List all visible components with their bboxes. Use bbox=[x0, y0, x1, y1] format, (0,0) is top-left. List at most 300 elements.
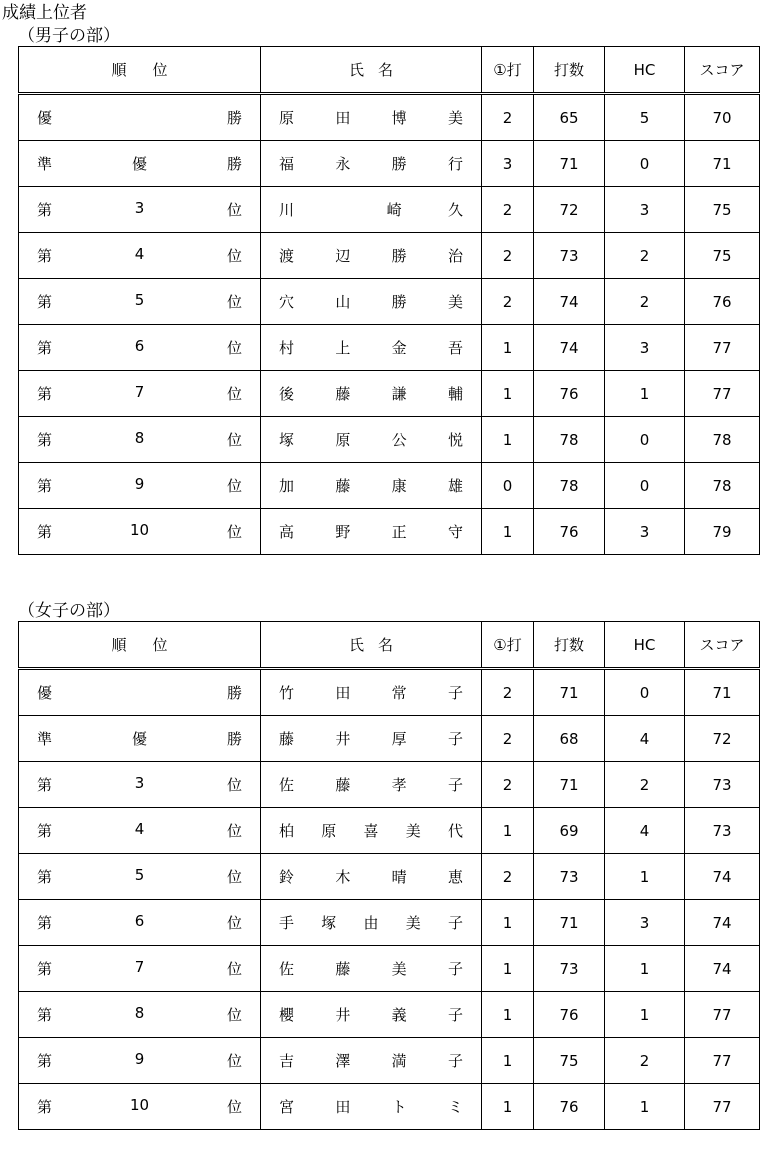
player-name-cell-part: 満 bbox=[391, 1052, 407, 1070]
rank-cell-part: 位 bbox=[226, 822, 242, 840]
player-name-cell-part: 美 bbox=[447, 109, 463, 127]
score-cell: 78 bbox=[685, 463, 760, 509]
hc-cell: 4 bbox=[605, 808, 685, 854]
rank-cell bbox=[19, 233, 261, 279]
table-row bbox=[19, 669, 760, 716]
player-name-cell-part: 野 bbox=[335, 523, 351, 541]
rank-cell-part: 10 bbox=[129, 1096, 150, 1114]
table-row bbox=[19, 854, 760, 900]
rank-cell bbox=[19, 669, 261, 716]
player-name-cell-part: 藤 bbox=[335, 960, 351, 978]
player-name-cell bbox=[261, 463, 482, 509]
section-title-men: （男子の部） bbox=[18, 26, 120, 46]
first-hole-cell: 1 bbox=[482, 992, 534, 1038]
player-name-cell bbox=[261, 808, 482, 854]
rank-cell-part: 6 bbox=[134, 912, 145, 930]
strokes-cell: 69 bbox=[534, 808, 605, 854]
rank-cell-part: 位 bbox=[226, 776, 242, 794]
score-cell: 74 bbox=[685, 946, 760, 992]
rank-cell-part: 第 bbox=[37, 523, 53, 541]
rank-cell-part: 5 bbox=[134, 291, 145, 309]
player-name-cell-part: 原 bbox=[279, 109, 295, 127]
first-hole-cell: 1 bbox=[482, 1084, 534, 1130]
player-name-cell-part: 美 bbox=[447, 293, 463, 311]
rank-cell-part: 第 bbox=[37, 339, 53, 357]
player-name-cell-part: 井 bbox=[335, 730, 351, 748]
hc-cell: 2 bbox=[605, 233, 685, 279]
player-name-cell-part: 代 bbox=[447, 822, 463, 840]
rank-cell bbox=[19, 463, 261, 509]
first-hole-cell: 1 bbox=[482, 325, 534, 371]
table-row bbox=[19, 463, 760, 509]
rank-cell-part: 第 bbox=[37, 1052, 53, 1070]
rank-cell-part: 優 bbox=[37, 684, 53, 702]
score-cell: 74 bbox=[685, 900, 760, 946]
player-name-cell-part: 加 bbox=[279, 477, 295, 495]
rank-cell bbox=[19, 94, 261, 141]
results-body-men bbox=[19, 94, 760, 555]
rank-cell-part: 位 bbox=[226, 914, 242, 932]
player-name-cell-part: 川 bbox=[279, 201, 295, 219]
rank-cell bbox=[19, 1038, 261, 1084]
results-table-men bbox=[18, 46, 760, 555]
player-name-cell-part: 田 bbox=[335, 1098, 351, 1116]
player-name-cell bbox=[261, 992, 482, 1038]
rank-cell-part: 位 bbox=[226, 1098, 242, 1116]
player-name-cell-part: 渡 bbox=[279, 247, 295, 265]
player-name-cell-part: 藤 bbox=[335, 477, 351, 495]
rank-cell-part: 第 bbox=[37, 1006, 53, 1024]
rank-cell bbox=[19, 187, 261, 233]
player-name-cell-part: 行 bbox=[447, 155, 463, 173]
strokes-cell: 76 bbox=[534, 371, 605, 417]
header-rank: 順位 bbox=[19, 47, 261, 94]
rank-cell-part: 7 bbox=[134, 383, 145, 401]
player-name-cell-part: 藤 bbox=[279, 730, 295, 748]
score-cell: 75 bbox=[685, 187, 760, 233]
rank-cell-part: 位 bbox=[226, 339, 242, 357]
strokes-cell: 65 bbox=[534, 94, 605, 141]
strokes-cell: 76 bbox=[534, 992, 605, 1038]
player-name-cell bbox=[261, 279, 482, 325]
hc-cell: 3 bbox=[605, 509, 685, 555]
table-row bbox=[19, 1084, 760, 1130]
first-hole-cell: 2 bbox=[482, 716, 534, 762]
player-name-cell-part: 後 bbox=[279, 385, 295, 403]
player-name-cell-part: 上 bbox=[335, 339, 351, 357]
player-name-cell-part: 勝 bbox=[391, 155, 407, 173]
strokes-cell: 76 bbox=[534, 509, 605, 555]
header-first-hole: ①打 bbox=[482, 622, 534, 669]
player-name-cell-part: 辺 bbox=[335, 247, 351, 265]
first-hole-cell: 1 bbox=[482, 371, 534, 417]
player-name-cell bbox=[261, 94, 482, 141]
rank-cell-part: 第 bbox=[37, 776, 53, 794]
hc-cell: 5 bbox=[605, 94, 685, 141]
table-row bbox=[19, 509, 760, 555]
player-name-cell-part: 義 bbox=[391, 1006, 407, 1024]
rank-cell-part: 第 bbox=[37, 822, 53, 840]
strokes-cell: 68 bbox=[534, 716, 605, 762]
rank-cell-part: 準 bbox=[37, 730, 53, 748]
hc-cell: 3 bbox=[605, 325, 685, 371]
rank-cell-part: 第 bbox=[37, 385, 53, 403]
rank-cell-part: 第 bbox=[37, 960, 53, 978]
rank-cell-part: 9 bbox=[134, 475, 145, 493]
score-cell: 76 bbox=[685, 279, 760, 325]
score-cell: 74 bbox=[685, 854, 760, 900]
table-row bbox=[19, 94, 760, 141]
header-hc: HC bbox=[605, 47, 685, 94]
player-name-cell-part: ミ bbox=[447, 1098, 463, 1116]
header-first-hole: ①打 bbox=[482, 47, 534, 94]
player-name-cell bbox=[261, 141, 482, 187]
strokes-cell: 72 bbox=[534, 187, 605, 233]
results-body-women bbox=[19, 669, 760, 1130]
player-name-cell-part: 美 bbox=[405, 822, 421, 840]
player-name-cell-part: 木 bbox=[335, 868, 351, 886]
rank-cell bbox=[19, 325, 261, 371]
rank-cell-part: 3 bbox=[134, 774, 145, 792]
header-score: スコア bbox=[685, 47, 760, 94]
first-hole-cell: 3 bbox=[482, 141, 534, 187]
player-name-cell bbox=[261, 900, 482, 946]
rank-cell-part: 第 bbox=[37, 431, 53, 449]
first-hole-cell: 2 bbox=[482, 94, 534, 141]
score-cell: 75 bbox=[685, 233, 760, 279]
strokes-cell: 73 bbox=[534, 233, 605, 279]
rank-cell bbox=[19, 716, 261, 762]
strokes-cell: 76 bbox=[534, 1084, 605, 1130]
score-cell: 77 bbox=[685, 325, 760, 371]
first-hole-cell: 1 bbox=[482, 1038, 534, 1084]
strokes-cell: 74 bbox=[534, 325, 605, 371]
rank-cell bbox=[19, 417, 261, 463]
player-name-cell bbox=[261, 187, 482, 233]
hc-cell: 0 bbox=[605, 669, 685, 716]
hc-cell: 1 bbox=[605, 992, 685, 1038]
player-name-cell-part: 福 bbox=[279, 155, 295, 173]
player-name-cell-part: 櫻 bbox=[279, 1006, 295, 1024]
hc-cell: 2 bbox=[605, 279, 685, 325]
player-name-cell-part: 正 bbox=[391, 523, 407, 541]
player-name-cell bbox=[261, 854, 482, 900]
rank-cell-part: 位 bbox=[226, 1006, 242, 1024]
rank-cell bbox=[19, 762, 261, 808]
rank-cell bbox=[19, 808, 261, 854]
player-name-cell-part: 美 bbox=[405, 914, 421, 932]
player-name-cell-part: 康 bbox=[391, 477, 407, 495]
score-cell: 78 bbox=[685, 417, 760, 463]
player-name-cell bbox=[261, 325, 482, 371]
page-title: 成績上位者 bbox=[2, 3, 87, 23]
player-name-cell-part: 穴 bbox=[279, 293, 295, 311]
rank-cell-part: 第 bbox=[37, 293, 53, 311]
rank-cell-part: 第 bbox=[37, 868, 53, 886]
rank-cell-part: 位 bbox=[226, 960, 242, 978]
rank-cell-part: 位 bbox=[226, 247, 242, 265]
rank-cell bbox=[19, 946, 261, 992]
score-cell: 77 bbox=[685, 371, 760, 417]
hc-cell: 1 bbox=[605, 371, 685, 417]
rank-cell bbox=[19, 992, 261, 1038]
player-name-cell bbox=[261, 233, 482, 279]
hc-cell: 2 bbox=[605, 1038, 685, 1084]
hc-cell: 0 bbox=[605, 463, 685, 509]
player-name-cell-part: 子 bbox=[447, 960, 463, 978]
first-hole-cell: 0 bbox=[482, 463, 534, 509]
player-name-cell-part: 藤 bbox=[335, 776, 351, 794]
player-name-cell-part: 山 bbox=[335, 293, 351, 311]
table-row bbox=[19, 992, 760, 1038]
rank-cell-part: 5 bbox=[134, 866, 145, 884]
header-name: 氏名 bbox=[261, 47, 482, 94]
rank-cell-part: 位 bbox=[226, 385, 242, 403]
score-cell: 71 bbox=[685, 669, 760, 716]
player-name-cell bbox=[261, 716, 482, 762]
player-name-cell-part: 永 bbox=[335, 155, 351, 173]
rank-cell-part: 8 bbox=[134, 429, 145, 447]
player-name-cell-part: 井 bbox=[335, 1006, 351, 1024]
rank-cell-part: 第 bbox=[37, 477, 53, 495]
score-cell: 77 bbox=[685, 1084, 760, 1130]
player-name-cell-part: 澤 bbox=[335, 1052, 351, 1070]
player-name-cell bbox=[261, 371, 482, 417]
strokes-cell: 74 bbox=[534, 279, 605, 325]
player-name-cell-part: 美 bbox=[391, 960, 407, 978]
player-name-cell-part: 久 bbox=[447, 201, 463, 219]
rank-cell-part: 優 bbox=[37, 109, 53, 127]
player-name-cell-part: 吉 bbox=[279, 1052, 295, 1070]
player-name-cell-part: 子 bbox=[447, 730, 463, 748]
header-strokes: 打数 bbox=[534, 622, 605, 669]
header-strokes: 打数 bbox=[534, 47, 605, 94]
player-name-cell-part: 雄 bbox=[447, 477, 463, 495]
player-name-cell-part: 由 bbox=[363, 914, 379, 932]
first-hole-cell: 2 bbox=[482, 762, 534, 808]
hc-cell: 3 bbox=[605, 187, 685, 233]
rank-cell bbox=[19, 900, 261, 946]
rank-cell-part: 第 bbox=[37, 1098, 53, 1116]
player-name-cell bbox=[261, 1038, 482, 1084]
player-name-cell bbox=[261, 1084, 482, 1130]
rank-cell-part: 3 bbox=[134, 199, 145, 217]
player-name-cell-part: 輔 bbox=[447, 385, 463, 403]
player-name-cell-part: 手 bbox=[279, 914, 295, 932]
player-name-cell-part: 喜 bbox=[363, 822, 379, 840]
rank-cell-part: 勝 bbox=[226, 730, 242, 748]
hc-cell: 0 bbox=[605, 417, 685, 463]
player-name-cell-part: 恵 bbox=[447, 868, 463, 886]
player-name-cell-part: 柏 bbox=[279, 822, 295, 840]
rank-cell-part: 位 bbox=[226, 868, 242, 886]
table-row bbox=[19, 417, 760, 463]
rank-cell-part: 第 bbox=[37, 914, 53, 932]
hc-cell: 0 bbox=[605, 141, 685, 187]
player-name-cell-part: 子 bbox=[447, 1006, 463, 1024]
first-hole-cell: 2 bbox=[482, 233, 534, 279]
rank-cell-part: 位 bbox=[226, 477, 242, 495]
score-cell: 79 bbox=[685, 509, 760, 555]
player-name-cell-part: 謙 bbox=[391, 385, 407, 403]
results-table-women bbox=[18, 621, 760, 1130]
rank-cell-part: 位 bbox=[226, 293, 242, 311]
table-row bbox=[19, 1038, 760, 1084]
player-name-cell-part: 佐 bbox=[279, 776, 295, 794]
player-name-cell-part: 子 bbox=[447, 1052, 463, 1070]
player-name-cell-part: 博 bbox=[391, 109, 407, 127]
score-cell: 70 bbox=[685, 94, 760, 141]
player-name-cell-part: 金 bbox=[391, 339, 407, 357]
table-header-row bbox=[19, 47, 760, 94]
player-name-cell-part: 原 bbox=[321, 822, 337, 840]
first-hole-cell: 2 bbox=[482, 279, 534, 325]
score-cell: 72 bbox=[685, 716, 760, 762]
first-hole-cell: 1 bbox=[482, 417, 534, 463]
strokes-cell: 78 bbox=[534, 463, 605, 509]
score-cell: 77 bbox=[685, 1038, 760, 1084]
player-name-cell-part: 孝 bbox=[391, 776, 407, 794]
hc-cell: 2 bbox=[605, 762, 685, 808]
table-row bbox=[19, 233, 760, 279]
player-name-cell-part: ト bbox=[391, 1098, 407, 1116]
rank-cell-part: 位 bbox=[226, 431, 242, 449]
table-row bbox=[19, 946, 760, 992]
player-name-cell-part: 悦 bbox=[447, 431, 463, 449]
player-name-cell bbox=[261, 509, 482, 555]
rank-cell-part: 6 bbox=[134, 337, 145, 355]
player-name-cell-part: 原 bbox=[335, 431, 351, 449]
first-hole-cell: 1 bbox=[482, 900, 534, 946]
rank-cell-part: 位 bbox=[226, 1052, 242, 1070]
table-row bbox=[19, 371, 760, 417]
player-name-cell-part: 村 bbox=[279, 339, 295, 357]
first-hole-cell: 1 bbox=[482, 808, 534, 854]
table-row bbox=[19, 808, 760, 854]
player-name-cell-part: 崎 bbox=[386, 201, 402, 219]
strokes-cell: 71 bbox=[534, 900, 605, 946]
rank-cell-part: 位 bbox=[226, 523, 242, 541]
player-name-cell-part: 公 bbox=[391, 431, 407, 449]
score-cell: 77 bbox=[685, 992, 760, 1038]
rank-cell-part: 勝 bbox=[226, 684, 242, 702]
player-name-cell-part: 常 bbox=[391, 684, 407, 702]
rank-cell-part: 勝 bbox=[226, 109, 242, 127]
section-title-women: （女子の部） bbox=[18, 601, 120, 621]
strokes-cell: 78 bbox=[534, 417, 605, 463]
table-row bbox=[19, 325, 760, 371]
hc-cell: 4 bbox=[605, 716, 685, 762]
table-header-row bbox=[19, 622, 760, 669]
hc-cell: 1 bbox=[605, 854, 685, 900]
player-name-cell-part: 田 bbox=[335, 109, 351, 127]
first-hole-cell: 1 bbox=[482, 946, 534, 992]
header-hc: HC bbox=[605, 622, 685, 669]
rank-cell-part: 優 bbox=[131, 730, 147, 748]
rank-cell bbox=[19, 509, 261, 555]
player-name-cell-part: 治 bbox=[447, 247, 463, 265]
player-name-cell-part: 高 bbox=[279, 523, 295, 541]
score-cell: 71 bbox=[685, 141, 760, 187]
player-name-cell-part: 勝 bbox=[391, 247, 407, 265]
rank-cell-part: 9 bbox=[134, 1050, 145, 1068]
first-hole-cell: 2 bbox=[482, 187, 534, 233]
player-name-cell-part: 鈴 bbox=[279, 868, 295, 886]
rank-cell-part: 4 bbox=[134, 245, 145, 263]
hc-cell: 3 bbox=[605, 900, 685, 946]
player-name-cell bbox=[261, 669, 482, 716]
score-cell: 73 bbox=[685, 762, 760, 808]
rank-cell-part: 10 bbox=[129, 521, 150, 539]
player-name-cell-part: 厚 bbox=[391, 730, 407, 748]
player-name-cell bbox=[261, 417, 482, 463]
header-score: スコア bbox=[685, 622, 760, 669]
rank-cell-part: 準 bbox=[37, 155, 53, 173]
player-name-cell-part: 田 bbox=[335, 684, 351, 702]
strokes-cell: 71 bbox=[534, 141, 605, 187]
player-name-cell bbox=[261, 946, 482, 992]
rank-cell bbox=[19, 854, 261, 900]
rank-cell-part: 8 bbox=[134, 1004, 145, 1022]
player-name-cell-part: 佐 bbox=[279, 960, 295, 978]
player-name-cell-part: 竹 bbox=[279, 684, 295, 702]
header-name: 氏名 bbox=[261, 622, 482, 669]
table-row bbox=[19, 716, 760, 762]
player-name-cell-part: 宮 bbox=[279, 1098, 295, 1116]
first-hole-cell: 2 bbox=[482, 669, 534, 716]
rank-cell bbox=[19, 141, 261, 187]
rank-cell-part: 勝 bbox=[226, 155, 242, 173]
table-row bbox=[19, 762, 760, 808]
rank-cell bbox=[19, 1084, 261, 1130]
strokes-cell: 73 bbox=[534, 854, 605, 900]
rank-cell-part: 4 bbox=[134, 820, 145, 838]
header-rank: 順位 bbox=[19, 622, 261, 669]
player-name-cell-part: 晴 bbox=[391, 868, 407, 886]
player-name-cell-part: 勝 bbox=[391, 293, 407, 311]
player-name-cell bbox=[261, 762, 482, 808]
rank-cell-part: 第 bbox=[37, 247, 53, 265]
player-name-cell-part: 塚 bbox=[321, 914, 337, 932]
table-row bbox=[19, 900, 760, 946]
player-name-cell-part: 子 bbox=[447, 684, 463, 702]
rank-cell-part: 位 bbox=[226, 201, 242, 219]
table-row bbox=[19, 141, 760, 187]
table-row bbox=[19, 279, 760, 325]
rank-cell-part: 第 bbox=[37, 201, 53, 219]
score-cell: 73 bbox=[685, 808, 760, 854]
rank-cell bbox=[19, 371, 261, 417]
player-name-cell-part: 子 bbox=[447, 914, 463, 932]
hc-cell: 1 bbox=[605, 946, 685, 992]
rank-cell-part: 優 bbox=[131, 155, 147, 173]
player-name-cell-part: 塚 bbox=[279, 431, 295, 449]
strokes-cell: 71 bbox=[534, 762, 605, 808]
strokes-cell: 75 bbox=[534, 1038, 605, 1084]
rank-cell bbox=[19, 279, 261, 325]
player-name-cell-part: 子 bbox=[447, 776, 463, 794]
hc-cell: 1 bbox=[605, 1084, 685, 1130]
strokes-cell: 71 bbox=[534, 669, 605, 716]
strokes-cell: 73 bbox=[534, 946, 605, 992]
player-name-cell-part: 守 bbox=[447, 523, 463, 541]
table-row bbox=[19, 187, 760, 233]
rank-cell-part: 7 bbox=[134, 958, 145, 976]
player-name-cell-part: 藤 bbox=[335, 385, 351, 403]
first-hole-cell: 1 bbox=[482, 509, 534, 555]
first-hole-cell: 2 bbox=[482, 854, 534, 900]
player-name-cell-part: 吾 bbox=[447, 339, 463, 357]
